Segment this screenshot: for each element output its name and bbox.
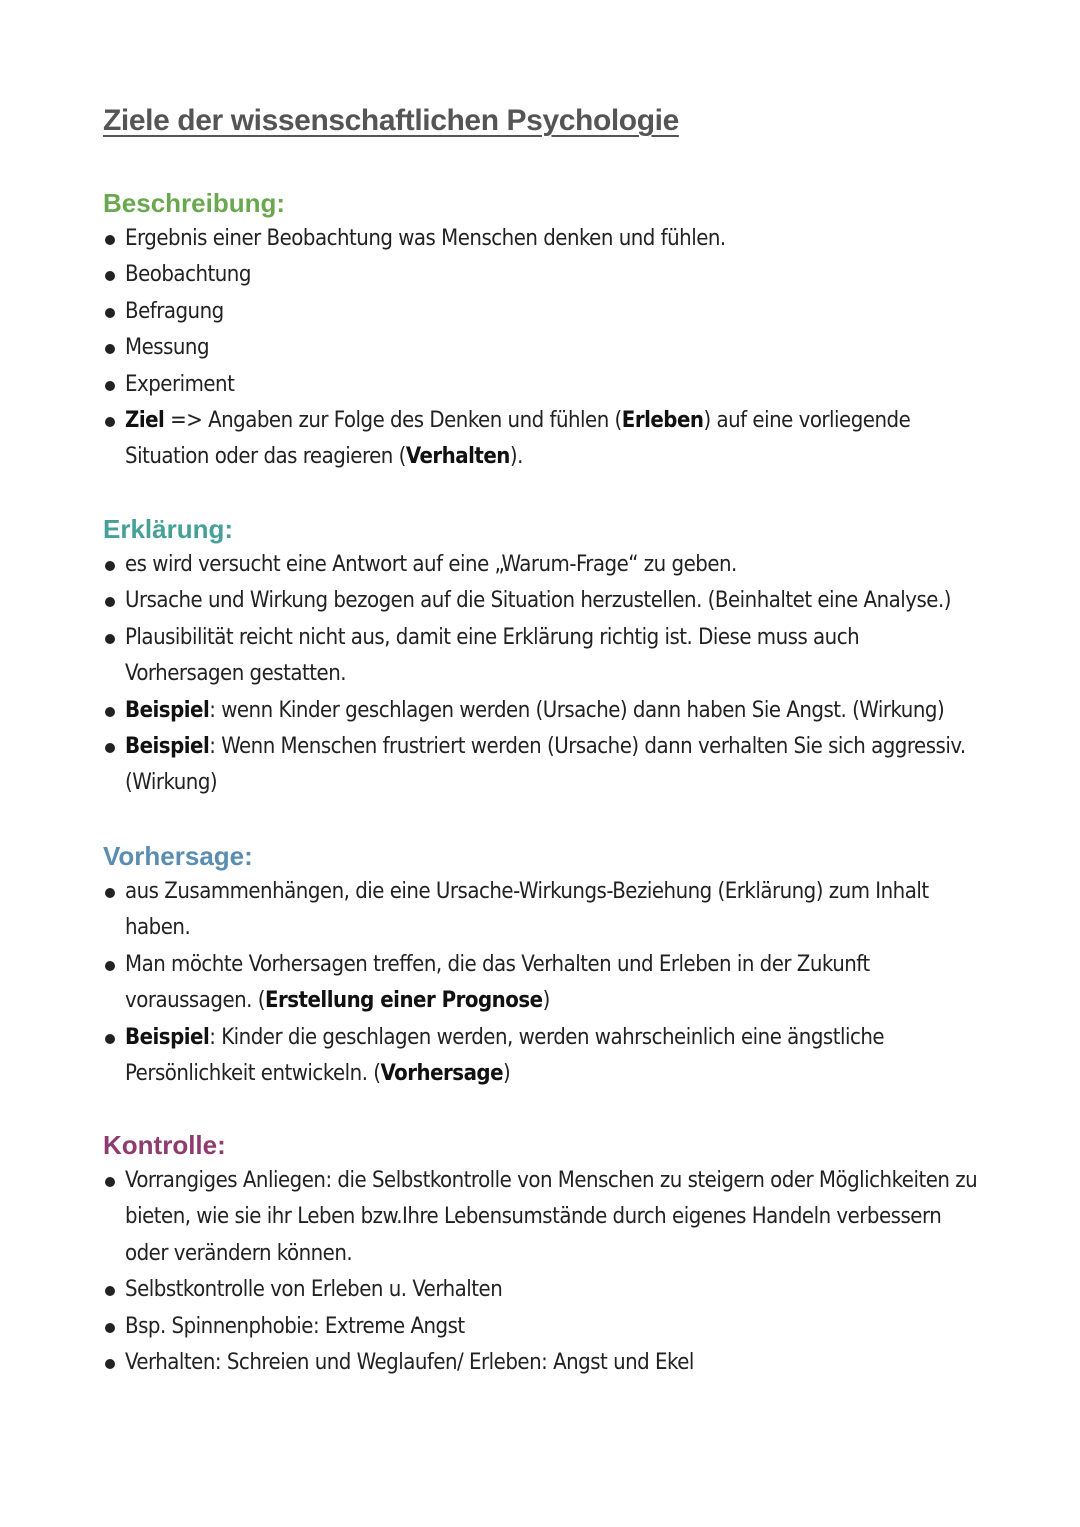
- list-item: Verhalten: Schreien und Weglaufen/ Erleben: Angst und Ekel: [103, 1345, 983, 1381]
- list-item: aus Zusammenhängen, die eine Ursache-Wirkungs-Beziehung (Erklärung) zum Inhalt haben.: [103, 874, 983, 947]
- section-heading-beschreibung: Beschreibung:: [103, 188, 286, 218]
- list-item: Ursache und Wirkung bezogen auf die Situation herzustellen. (Beinhaltet eine Analyse.): [103, 583, 983, 619]
- list-item: Selbstkontrolle von Erleben u. Verhalten: [103, 1272, 983, 1308]
- list-item-beispiel: Beispiel: Kinder die geschlagen werden, werden wahrscheinlich eine ängstliche Persönlichkeit entwickeln. (Vorhersage): [103, 1020, 983, 1093]
- list-item-ziel: Ziel => Angaben zur Folge des Denken und fühlen (Erleben) auf eine vorliegende Situation oder das reagieren (Verhalten).: [103, 403, 983, 476]
- section-kontrolle: [103, 1127, 983, 1381]
- list-item: Vorrangiges Anliegen: die Selbstkontrolle von Menschen zu steigern oder Möglichkeiten zu bieten, wie sie ihr Leben bzw.Ihre Lebensumstände durch eigenes Handeln verbessern oder verändern können.: [103, 1163, 983, 1272]
- section-heading-vorhersage: Vorhersage:: [103, 841, 253, 871]
- prognose-term: Erstellung einer Prognose: [264, 988, 543, 1014]
- page-title: Ziele der wissenschaftlichen Psychologie: [103, 104, 679, 137]
- list-item: Man möchte Vorhersagen treffen, die das Verhalten und Erleben in der Zukunft voraussagen. (Erstellung einer Prognose): [103, 947, 983, 1020]
- list-item: es wird versucht eine Antwort auf eine „Warum-Frage“ zu geben.: [103, 547, 983, 583]
- beispiel-label: Beispiel: [125, 734, 210, 760]
- list-item-beispiel: Beispiel: wenn Kinder geschlagen werden (Ursache) dann haben Sie Angst. (Wirkung): [103, 693, 983, 729]
- vorhersage-term: Vorhersage: [380, 1061, 504, 1087]
- list-item: Ergebnis einer Beobachtung was Menschen denken und fühlen.: [103, 221, 983, 257]
- erleben-term: Erleben: [621, 408, 704, 434]
- section-beschreibung: [103, 185, 983, 476]
- section-heading-erklaerung: Erklärung:: [103, 514, 234, 544]
- list-item: Messung: [103, 330, 983, 366]
- section-heading-kontrolle: Kontrolle:: [103, 1130, 226, 1160]
- section-erklaerung: [103, 511, 983, 802]
- list-item: Bsp. Spinnenphobie: Extreme Angst: [103, 1309, 983, 1345]
- list-item: Experiment: [103, 367, 983, 403]
- bullet-list: [103, 1163, 983, 1381]
- bullet-list: [103, 874, 983, 1092]
- list-item: Befragung: [103, 294, 983, 330]
- beispiel-label: Beispiel: [125, 697, 210, 723]
- list-item-beispiel: Beispiel: Wenn Menschen frustriert werden (Ursache) dann verhalten Sie sich aggressiv. (Wirkung): [103, 729, 983, 802]
- bullet-list: [103, 547, 983, 802]
- beispiel-label: Beispiel: [125, 1024, 210, 1050]
- bullet-list: [103, 221, 983, 476]
- list-item: Plausibilität reicht nicht aus, damit eine Erklärung richtig ist. Diese muss auch Vorhersagen gestatten.: [103, 620, 983, 693]
- section-vorhersage: [103, 838, 983, 1092]
- verhalten-term: Verhalten: [405, 444, 510, 470]
- list-item: Beobachtung: [103, 257, 983, 293]
- ziel-label: Ziel: [125, 408, 165, 434]
